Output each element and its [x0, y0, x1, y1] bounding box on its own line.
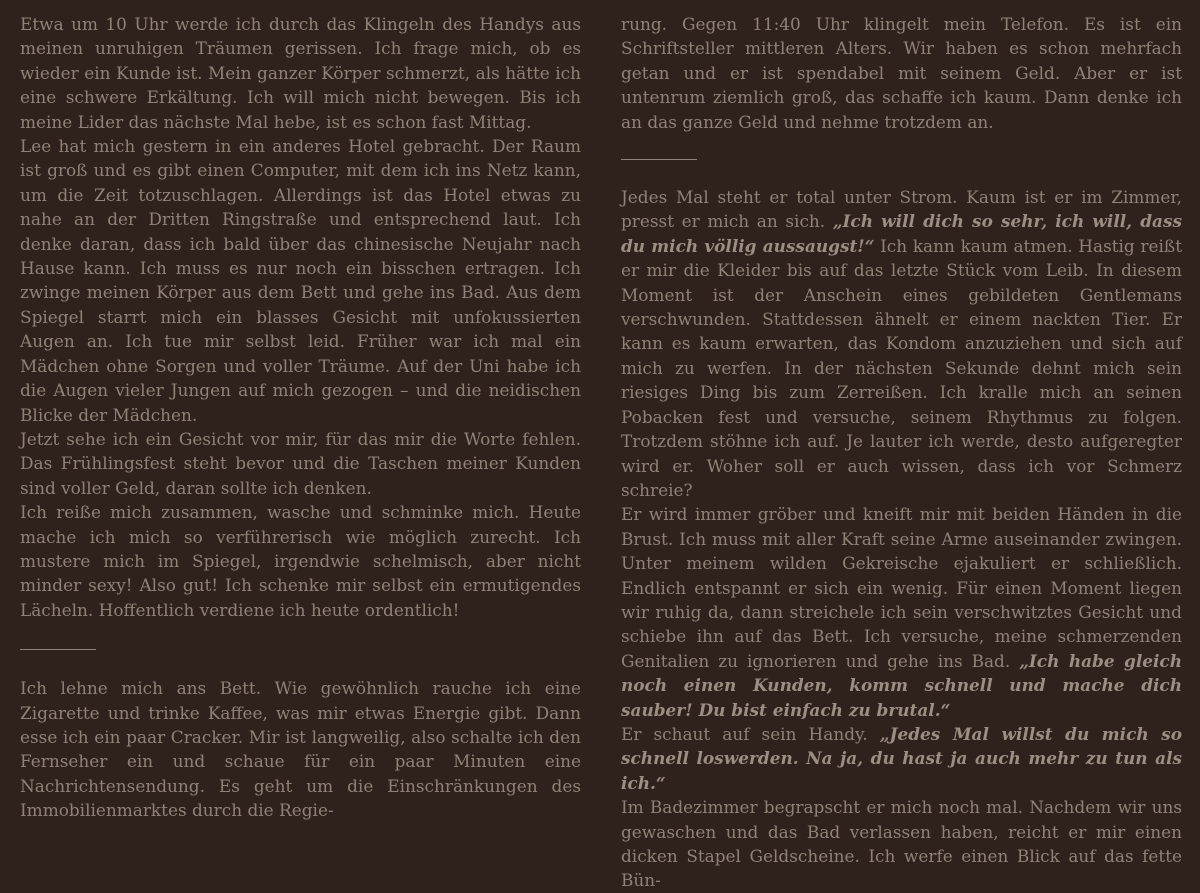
dialogue-quote: „Jedes Mal willst du mich so schnell loswerden. Na ja, du hast ja auch mehr zu tun als ich.“ [621, 723, 1182, 793]
paragraph: Ich reiße mich zusammen, wasche und schminke mich. Heute mache ich mich so verführerisch wie möglich zurecht. Ich mustere mich im Spiegel, irgendwie schelmisch, aber nicht minder sexy! Also gut! Ich schenke mir selbst ein ermutigendes Lächeln. Hoffentlich verdiene ich heute ordentlich! [20, 502, 581, 620]
section-divider [621, 159, 697, 160]
paragraph: Etwa um 10 Uhr werde ich durch das Klingeln des Handys aus meinen unruhigen Träumen gerissen. Ich frage mich, ob es wieder ein Kunde ist. Mein ganzer Körper schmerzt, als hätte ich eine schwere Erkältung. Ich will mich nicht bewegen. Bis ich meine Lider das nächste Mal hebe, ist es schon fast Mittag. [20, 14, 581, 132]
section-divider [20, 649, 96, 650]
paragraph-text: Jedes Mal steht er total unter Strom. Kaum ist er im Zimmer, presst er mich an sich. [621, 187, 1182, 232]
paragraph: rung. Gegen 11:40 Uhr klingelt mein Telefon. Es ist ein Schriftsteller mittleren Alters. Wir haben es schon mehrfach getan und er ist spendabel mit seinem Geld. Aber er ist untenrum ziemlich groß, das schaffe ich kaum. Dann denke ich an das ganze Geld und nehme trotzdem an. [621, 14, 1182, 132]
paragraph-text: Er schaut auf sein Handy. [621, 723, 880, 744]
paragraph: Im Badezimmer begrapscht er mich noch mal. Nachdem wir uns gewaschen und das Bad verlassen haben, reicht er mir einen dicken Stapel Geldscheine. Ich werfe einen Blick auf das fette Bün- [621, 797, 1182, 891]
dialogue-quote: „Ich will dich so sehr, ich will, dass du mich völlig aussaugst!“ [621, 211, 1182, 256]
dialogue-quote: „Ich habe gleich noch einen Kunden, komm schnell und mache dich sauber! Du bist einfach zu brutal.“ [621, 650, 1182, 720]
paragraph-text: Er wird immer gröber und kneift mir mit beiden Händen in die Brust. Ich muss mit aller Kraft seine Arme auseinander zwingen. Unter meinem wilden Gekreische ejakuliert er schließlich. Endlich entspannt er sich ein wenig. Für einen Moment liegen wir ruhig da, dann streichele ich sein verschwitztes Gesicht und schiebe ihn auf das Bett. Ich versuche, meine schmerzenden Genitalien zu ignorieren und gehe ins Bad. [621, 504, 1182, 671]
paragraph: Jetzt sehe ich ein Gesicht vor mir, für das mir die Worte fehlen. Das Frühlingsfest steht bevor und die Taschen meiner Kunden sind voller Geld, daran sollte ich denken. [20, 428, 581, 498]
paragraph [621, 722, 1182, 795]
paragraph: Ich lehne mich ans Bett. Wie gewöhnlich rauche ich eine Zigarette und trinke Kaffee, was mir etwas Energie gibt. Dann esse ich ein paar Cracker. Mir ist langweilig, also schalte ich den Fernseher ein und schaue für ein paar Minuten eine Nachrichtensendung. Es geht um die Einschränkungen des Immobilienmarktes durch die Regie- [20, 678, 581, 821]
paragraph [621, 502, 1182, 722]
paragraph [621, 185, 1182, 502]
right-page-column [621, 12, 1182, 893]
paragraph-text: Ich kann kaum atmen. Hastig reißt er mir die Kleider bis auf das letzte Stück vom Leib. In diesem Moment ist der Anschein eines gebildeten Gentlemans verschwunden. Stattdessen ähnelt er einem nackten Tier. Er kann es kaum erwarten, das Kondom anzuziehen und sich auf mich zu werfen. In der nächsten Sekunde dehnt mich sein riesiges Ding bis zum Zerreißen. Ich kralle mich an seinen Pobacken fest und versuche, seinem Rhythmus zu folgen. Trotzdem stöhne ich auf. Je lauter ich werde, desto aufgeregter wird er. Woher soll er auch wissen, dass ich vor Schmerz schreie? [621, 235, 1182, 500]
left-page-column [20, 12, 581, 823]
paragraph: Lee hat mich gestern in ein anderes Hotel gebracht. Der Raum ist groß und es gibt einen Computer, mit dem ich ins Netz kann, um die Zeit totzuschlagen. Allerdings ist das Hotel etwas zu nahe an der Dritten Ringstraße und entsprechend laut. Ich denke daran, dass ich bald über das chinesische Neujahr nach Hause kann. Ich muss es nur noch ein bisschen ertragen. Ich zwinge meinen Körper aus dem Bett und gehe ins Bad. Aus dem Spiegel starrt mich ein blasses Gesicht mit unfokussierten Augen an. Ich tue mir selbst leid. Früher war ich mal ein Mädchen ohne Sorgen und voller Träume. Auf der Uni habe ich die Augen vieler Jungen auf mich gezogen – und die neidischen Blicke der Mädchen. [20, 136, 581, 425]
